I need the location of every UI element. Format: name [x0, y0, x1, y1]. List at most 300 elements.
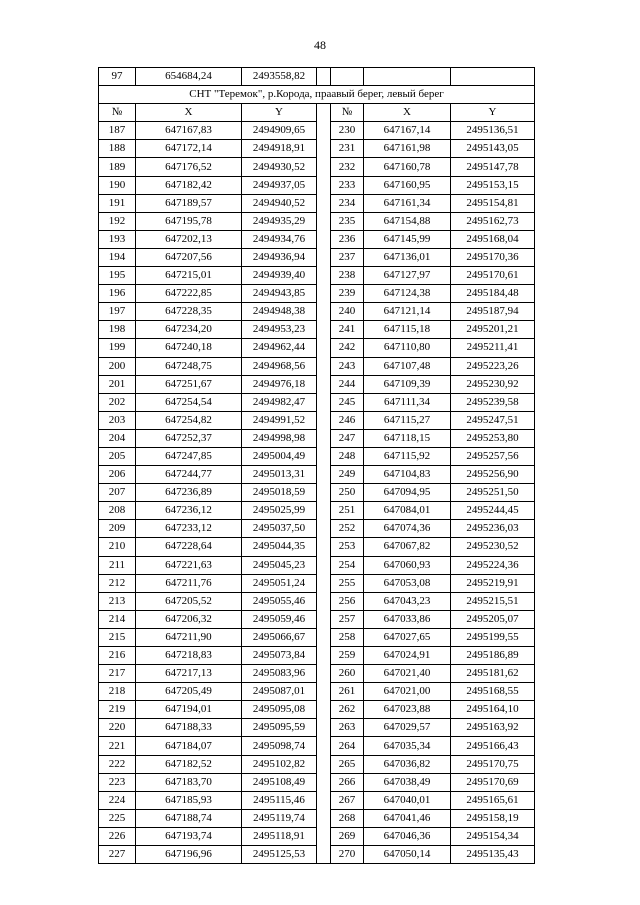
column-gap: [317, 411, 331, 429]
cell-y-right: 2495199,55: [451, 628, 535, 646]
cell-y-right: 2495257,56: [451, 447, 535, 465]
cell-y-right: 2495215,51: [451, 592, 535, 610]
cell-x-left: 647218,83: [136, 647, 242, 665]
cell-y-left: 2495095,59: [242, 719, 317, 737]
cell-y-right: 2495201,21: [451, 321, 535, 339]
column-gap: [317, 248, 331, 266]
cell-no-left: 210: [99, 538, 136, 556]
cell-no-left: 203: [99, 411, 136, 429]
cell-y-right: 2495223,26: [451, 357, 535, 375]
cell-no-left: 190: [99, 176, 136, 194]
cell-x-right: 647024,91: [364, 647, 451, 665]
cell-no-right: 236: [331, 230, 364, 248]
cell-no-right: 241: [331, 321, 364, 339]
header-y-left: Y: [242, 104, 317, 122]
table-row: [99, 411, 535, 429]
cell-x-left: 647236,89: [136, 484, 242, 502]
cell-x-right: 647043,23: [364, 592, 451, 610]
cell-y-right: 2495170,61: [451, 267, 535, 285]
cell-y-left: 2495045,23: [242, 556, 317, 574]
coordinates-table: [98, 67, 535, 864]
column-gap: [317, 466, 331, 484]
column-gap: [317, 212, 331, 230]
cell-y-left: 2495037,50: [242, 520, 317, 538]
column-gap: [317, 647, 331, 665]
cell-no-right: 230: [331, 122, 364, 140]
cell-no-right: 243: [331, 357, 364, 375]
cell-y-left: 2495083,96: [242, 665, 317, 683]
cell-y-right: 2495162,73: [451, 212, 535, 230]
cell-x-right: 647033,86: [364, 610, 451, 628]
table-row: [99, 556, 535, 574]
cell-x-left: 647205,52: [136, 592, 242, 610]
cell-x-left: 647194,01: [136, 701, 242, 719]
cell-no-left: 208: [99, 502, 136, 520]
column-gap: [317, 809, 331, 827]
table-row: [99, 755, 535, 773]
cell-no-right: 249: [331, 466, 364, 484]
cell-y-left: 2494998,98: [242, 429, 317, 447]
cell-x-right: 647115,18: [364, 321, 451, 339]
column-gap: [317, 484, 331, 502]
cell-x-right: 647160,95: [364, 176, 451, 194]
column-gap: [317, 665, 331, 683]
cell-y: 2493558,82: [242, 68, 317, 86]
cell-no-left: 207: [99, 484, 136, 502]
cell-x-left: 647184,07: [136, 737, 242, 755]
cell-x-right: 647136,01: [364, 248, 451, 266]
cell-y-right: 2495251,50: [451, 484, 535, 502]
cell-x-right: 647041,46: [364, 809, 451, 827]
cell-x-right: 647023,88: [364, 701, 451, 719]
cell-y-left: 2495059,46: [242, 610, 317, 628]
column-gap: [317, 375, 331, 393]
cell-x-left: 647252,37: [136, 429, 242, 447]
cell-x-right: 647109,39: [364, 375, 451, 393]
column-gap: [317, 357, 331, 375]
cell-no-right: 248: [331, 447, 364, 465]
cell-y-right: 2495168,04: [451, 230, 535, 248]
cell-x-right: 647046,36: [364, 827, 451, 845]
page-number: 48: [314, 38, 326, 52]
cell-no-right: 270: [331, 846, 364, 864]
cell-y-left: 2494934,76: [242, 230, 317, 248]
cell-y-left: 2495087,01: [242, 683, 317, 701]
cell-x-left: 647182,42: [136, 176, 242, 194]
column-gap: [317, 285, 331, 303]
cell-y-left: 2495025,99: [242, 502, 317, 520]
table-row: [99, 610, 535, 628]
cell-y-right: 2495211,41: [451, 339, 535, 357]
cell-y-left: 2495044,35: [242, 538, 317, 556]
cell-no-right: 265: [331, 755, 364, 773]
cell-no-left: 189: [99, 158, 136, 176]
cell-y-left: 2494918,91: [242, 140, 317, 158]
column-gap: [317, 846, 331, 864]
cell-no-left: 206: [99, 466, 136, 484]
cell-y-right: 2495236,03: [451, 520, 535, 538]
cell-no-right: 232: [331, 158, 364, 176]
cell-no-right: 268: [331, 809, 364, 827]
cell-y-right: 2495253,80: [451, 429, 535, 447]
cell-x-left: 647176,52: [136, 158, 242, 176]
column-gap: [317, 628, 331, 646]
header-x-right: X: [364, 104, 451, 122]
column-gap: [317, 773, 331, 791]
cell-y-right: 2495143,05: [451, 140, 535, 158]
cell-y-left: 2495115,46: [242, 791, 317, 809]
cell-no-left: 192: [99, 212, 136, 230]
cell-y-right: 2495135,43: [451, 846, 535, 864]
column-gap: [317, 321, 331, 339]
cell-no-right: 244: [331, 375, 364, 393]
cell-x-left: 647206,32: [136, 610, 242, 628]
table-row: [99, 303, 535, 321]
cell-x-left: 647217,13: [136, 665, 242, 683]
table-row: [99, 122, 535, 140]
column-gap: [317, 701, 331, 719]
cell-x-right: 647167,14: [364, 122, 451, 140]
cell-no-right: 250: [331, 484, 364, 502]
table-row: [99, 538, 535, 556]
table-header-row: [99, 104, 535, 122]
table-row: [99, 230, 535, 248]
column-gap: [317, 303, 331, 321]
column-gap: [317, 827, 331, 845]
cell-no-left: 222: [99, 755, 136, 773]
cell-x-right: 647115,27: [364, 411, 451, 429]
table-row: [99, 827, 535, 845]
column-gap: [317, 429, 331, 447]
cell-y-left: 2494976,18: [242, 375, 317, 393]
table-row: [99, 267, 535, 285]
table-row: [99, 248, 535, 266]
column-gap: [317, 230, 331, 248]
cell-no-right: 242: [331, 339, 364, 357]
cell-y-right: 2495247,51: [451, 411, 535, 429]
cell-y-left: 2495125,53: [242, 846, 317, 864]
column-gap: [317, 140, 331, 158]
cell-x-right: 647115,92: [364, 447, 451, 465]
table-row: [99, 429, 535, 447]
coordinates-table-body: [99, 68, 535, 864]
cell-no-right: 267: [331, 791, 364, 809]
cell-x-left: 647248,75: [136, 357, 242, 375]
cell-y-left: 2494930,52: [242, 158, 317, 176]
table-row: [99, 393, 535, 411]
cell-y-right: 2495153,15: [451, 176, 535, 194]
cell-x-right: 647027,65: [364, 628, 451, 646]
cell-y-right: 2495170,75: [451, 755, 535, 773]
cell-no-right: 239: [331, 285, 364, 303]
cell-no-right: 261: [331, 683, 364, 701]
cell-y-right: 2495136,51: [451, 122, 535, 140]
cell-x-left: 647189,57: [136, 194, 242, 212]
column-gap: [317, 791, 331, 809]
cell-y-right: 2495158,19: [451, 809, 535, 827]
table-row: [99, 809, 535, 827]
cell-x-right: 647050,14: [364, 846, 451, 864]
table-row: [99, 683, 535, 701]
cell-y-left: 2495013,31: [242, 466, 317, 484]
cell-no-left: 223: [99, 773, 136, 791]
cell-no-right: 258: [331, 628, 364, 646]
cell-x-left: 647247,85: [136, 447, 242, 465]
cell-no-left: 218: [99, 683, 136, 701]
cell-no-left: 194: [99, 248, 136, 266]
cell-x-left: 647251,67: [136, 375, 242, 393]
column-gap: [317, 122, 331, 140]
table-row: [99, 846, 535, 864]
cell-no: 97: [99, 68, 136, 86]
cell-y-left: 2494940,52: [242, 194, 317, 212]
cell-no-right: 259: [331, 647, 364, 665]
table-row: [99, 357, 535, 375]
cell-no-right: 252: [331, 520, 364, 538]
cell-y-right: 2495166,43: [451, 737, 535, 755]
cell-x-right: 647127,97: [364, 267, 451, 285]
cell-no-left: 193: [99, 230, 136, 248]
cell-x-left: 647183,70: [136, 773, 242, 791]
column-gap: [317, 683, 331, 701]
table-row: [99, 701, 535, 719]
cell-x-left: 647233,12: [136, 520, 242, 538]
cell-x-right: 647036,82: [364, 755, 451, 773]
cell-no-left: 220: [99, 719, 136, 737]
cell-no-left: 188: [99, 140, 136, 158]
cell-y-left: 2494968,56: [242, 357, 317, 375]
cell-y-left: 2494936,94: [242, 248, 317, 266]
cell-no-left: 221: [99, 737, 136, 755]
cell-no-left: 216: [99, 647, 136, 665]
cell-y-right: 2495154,81: [451, 194, 535, 212]
cell-x-left: 647215,01: [136, 267, 242, 285]
cell-x-right: 647118,15: [364, 429, 451, 447]
cell-no-right: 245: [331, 393, 364, 411]
cell-y-left: 2495051,24: [242, 574, 317, 592]
cell-x-left: 647188,33: [136, 719, 242, 737]
cell-x-right: 647161,98: [364, 140, 451, 158]
cell-y-left: 2495102,82: [242, 755, 317, 773]
cell-x-right: 647060,93: [364, 556, 451, 574]
cell-y-right: 2495230,92: [451, 375, 535, 393]
cell-no-left: 191: [99, 194, 136, 212]
table-row: [99, 212, 535, 230]
cell-y-right: 2495230,52: [451, 538, 535, 556]
cell-x-left: 647195,78: [136, 212, 242, 230]
table-row: [99, 285, 535, 303]
table-row: [99, 321, 535, 339]
cell-y-right: 2495219,91: [451, 574, 535, 592]
cell-x-right: 647110,80: [364, 339, 451, 357]
header-no-right: №: [331, 104, 364, 122]
table-row: [99, 773, 535, 791]
cell-no-right: 263: [331, 719, 364, 737]
cell-x-left: 647211,90: [136, 628, 242, 646]
cell-y-left: 2495073,84: [242, 647, 317, 665]
cell-x-right: 647160,78: [364, 158, 451, 176]
cell-no-left: 227: [99, 846, 136, 864]
table-row: [99, 665, 535, 683]
cell-x-right: 647029,57: [364, 719, 451, 737]
column-gap: [317, 520, 331, 538]
cell-x-left: 647193,74: [136, 827, 242, 845]
cell-y-right: 2495165,61: [451, 791, 535, 809]
cell-no-left: 211: [99, 556, 136, 574]
cell-x-left: 647185,93: [136, 791, 242, 809]
table-row: [99, 194, 535, 212]
cell-x-right: 647124,38: [364, 285, 451, 303]
cell-no-right: 255: [331, 574, 364, 592]
cell-x-left: 647236,12: [136, 502, 242, 520]
cell-no-left: 195: [99, 267, 136, 285]
cell-no-left: 212: [99, 574, 136, 592]
cell-y-right: 2495239,58: [451, 393, 535, 411]
table-row: [99, 520, 535, 538]
table-row: [99, 158, 535, 176]
table-row: [99, 447, 535, 465]
section-title: СНТ "Теремок", р.Корода, праавый берег, левый берег: [99, 86, 535, 104]
cell-no-left: 214: [99, 610, 136, 628]
cell-no-right: 247: [331, 429, 364, 447]
table-row: [99, 647, 535, 665]
cell-no-right: 233: [331, 176, 364, 194]
cell-y-left: 2494948,38: [242, 303, 317, 321]
cell-x-left: 647188,74: [136, 809, 242, 827]
cell-y-right: 2495168,55: [451, 683, 535, 701]
cell-no-left: 219: [99, 701, 136, 719]
cell-no-left: 204: [99, 429, 136, 447]
cell-no-left: 187: [99, 122, 136, 140]
cell-no-left: 196: [99, 285, 136, 303]
cell-y-left: 2494939,40: [242, 267, 317, 285]
cell-y-right: 2495205,07: [451, 610, 535, 628]
cell-y-right: 2495164,10: [451, 701, 535, 719]
cell-x-right: 647121,14: [364, 303, 451, 321]
cell-y-left: 2494962,44: [242, 339, 317, 357]
column-gap: [317, 104, 331, 122]
cell-y-left: 2494909,65: [242, 122, 317, 140]
cell-empty: [451, 68, 535, 86]
cell-no-right: 246: [331, 411, 364, 429]
cell-no-left: 198: [99, 321, 136, 339]
cell-x-left: 647202,13: [136, 230, 242, 248]
cell-y-left: 2495119,74: [242, 809, 317, 827]
table-row: [99, 791, 535, 809]
cell-no-right: 234: [331, 194, 364, 212]
cell-no-right: 269: [331, 827, 364, 845]
column-gap: [317, 447, 331, 465]
cell-x-left: 647196,96: [136, 846, 242, 864]
cell-x-left: 647207,56: [136, 248, 242, 266]
cell-no-right: 251: [331, 502, 364, 520]
cell-x-left: 647234,20: [136, 321, 242, 339]
cell-no-right: 264: [331, 737, 364, 755]
column-gap: [317, 592, 331, 610]
cell-x-right: 647040,01: [364, 791, 451, 809]
cell-y-left: 2494982,47: [242, 393, 317, 411]
cell-x-right: 647021,40: [364, 665, 451, 683]
section-title-row: [99, 86, 535, 104]
header-x-left: X: [136, 104, 242, 122]
column-gap: [317, 610, 331, 628]
cell-y-right: 2495186,89: [451, 647, 535, 665]
cell-x-right: 647074,36: [364, 520, 451, 538]
cell-no-right: 253: [331, 538, 364, 556]
column-gap: [317, 737, 331, 755]
cell-empty: [331, 68, 364, 86]
table-row: [99, 140, 535, 158]
cell-x-left: 647221,63: [136, 556, 242, 574]
column-gap: [317, 755, 331, 773]
table-row: [99, 574, 535, 592]
cell-no-right: 238: [331, 267, 364, 285]
cell-x-right: 647094,95: [364, 484, 451, 502]
cell-x-left: 647211,76: [136, 574, 242, 592]
cell-no-left: 213: [99, 592, 136, 610]
table-row: [99, 628, 535, 646]
cell-empty: [364, 68, 451, 86]
cell-y-right: 2495184,48: [451, 285, 535, 303]
cell-y-left: 2495098,74: [242, 737, 317, 755]
cell-x: 654684,24: [136, 68, 242, 86]
cell-x-right: 647021,00: [364, 683, 451, 701]
table-row: [99, 466, 535, 484]
column-gap: [317, 267, 331, 285]
cell-x-right: 647161,34: [364, 194, 451, 212]
cell-x-left: 647205,49: [136, 683, 242, 701]
cell-y-left: 2494991,52: [242, 411, 317, 429]
cell-no-right: 254: [331, 556, 364, 574]
column-gap: [317, 502, 331, 520]
cell-x-left: 647222,85: [136, 285, 242, 303]
cell-y-right: 2495181,62: [451, 665, 535, 683]
cell-no-right: 266: [331, 773, 364, 791]
table-row: [99, 737, 535, 755]
cell-x-right: 647111,34: [364, 393, 451, 411]
cell-x-left: 647172,14: [136, 140, 242, 158]
cell-no-right: 256: [331, 592, 364, 610]
cell-x-right: 647035,34: [364, 737, 451, 755]
cell-x-right: 647107,48: [364, 357, 451, 375]
cell-y-right: 2495154,34: [451, 827, 535, 845]
table-row: [99, 502, 535, 520]
cell-y-left: 2495108,49: [242, 773, 317, 791]
cell-y-left: 2494953,23: [242, 321, 317, 339]
cell-no-right: 240: [331, 303, 364, 321]
table-row-previous-section: [99, 68, 535, 86]
cell-no-right: 237: [331, 248, 364, 266]
cell-empty: [317, 68, 331, 86]
cell-no-right: 235: [331, 212, 364, 230]
column-gap: [317, 194, 331, 212]
column-gap: [317, 719, 331, 737]
cell-no-left: 215: [99, 628, 136, 646]
column-gap: [317, 393, 331, 411]
cell-x-left: 647167,83: [136, 122, 242, 140]
cell-x-right: 647154,88: [364, 212, 451, 230]
cell-x-right: 647145,99: [364, 230, 451, 248]
table-row: [99, 484, 535, 502]
cell-y-left: 2495095,08: [242, 701, 317, 719]
cell-y-right: 2495224,36: [451, 556, 535, 574]
cell-no-left: 197: [99, 303, 136, 321]
table-row: [99, 592, 535, 610]
table-row: [99, 719, 535, 737]
cell-y-left: 2494943,85: [242, 285, 317, 303]
cell-x-left: 647228,35: [136, 303, 242, 321]
cell-x-left: 647244,77: [136, 466, 242, 484]
